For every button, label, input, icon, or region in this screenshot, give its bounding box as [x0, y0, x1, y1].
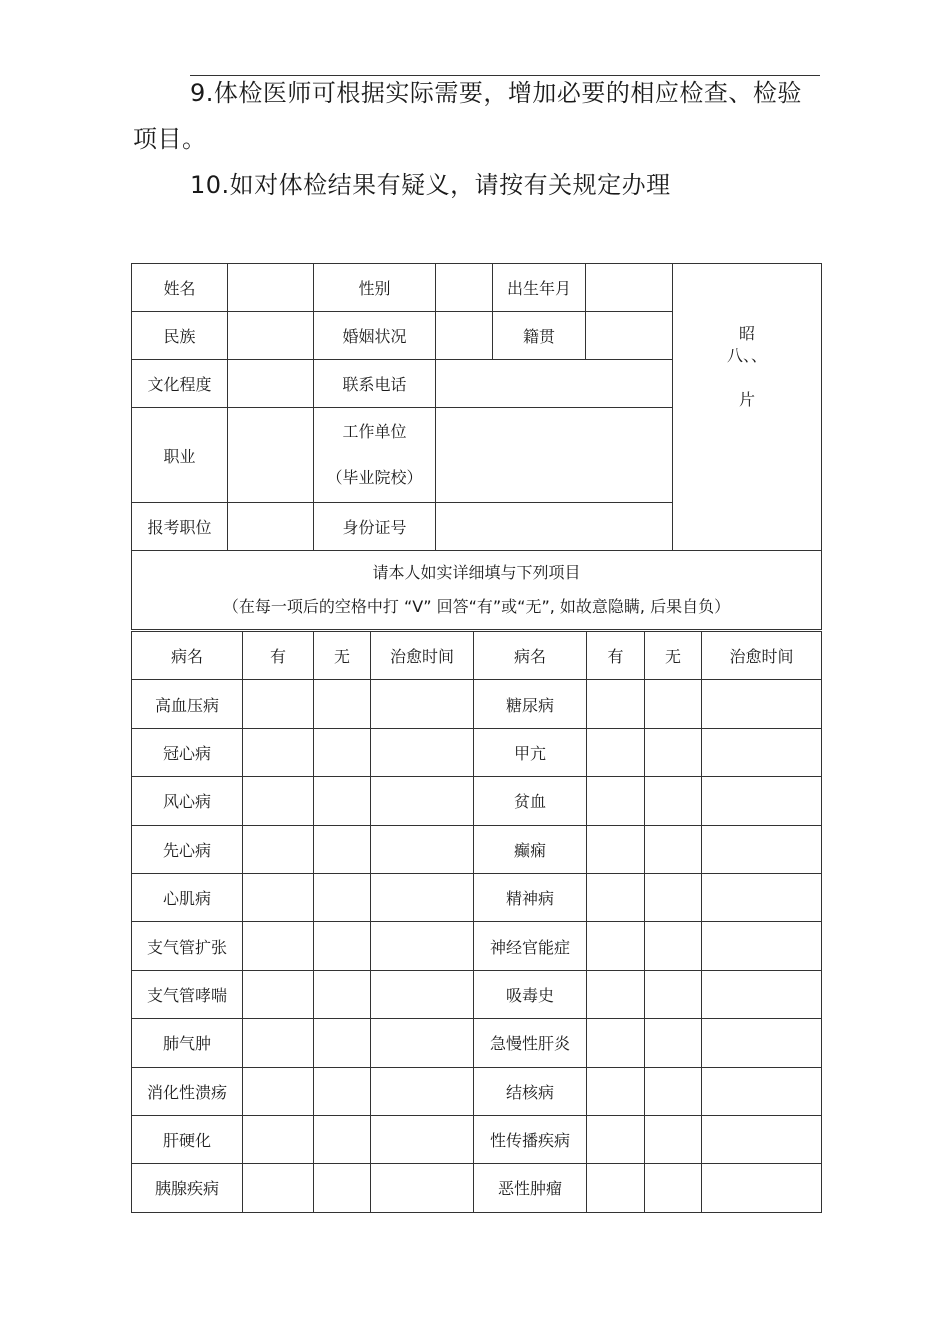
cure-time-field-left[interactable]: [371, 970, 474, 1018]
no-checkbox-left[interactable]: [314, 1019, 371, 1067]
no-checkbox-left[interactable]: [314, 1164, 371, 1212]
disease-name-left: 肺气肿: [132, 1019, 243, 1067]
notice-line-1: 请本人如实详细填与下列项目: [372, 563, 581, 582]
work-unit-label: [314, 408, 436, 503]
disease-name-right: 吸毒史: [474, 970, 587, 1018]
yes-checkbox-right[interactable]: [587, 1019, 645, 1067]
cure-time-field-left[interactable]: [371, 922, 474, 970]
cure-time-field-right[interactable]: [702, 777, 822, 825]
header-disease-left: 病名: [132, 632, 243, 680]
yes-checkbox-left[interactable]: [243, 728, 314, 776]
no-checkbox-left[interactable]: [314, 777, 371, 825]
no-checkbox-right[interactable]: [645, 680, 702, 728]
photo-box[interactable]: [673, 264, 822, 551]
cure-time-field-right[interactable]: [702, 873, 822, 921]
work-unit-field[interactable]: [436, 408, 673, 503]
disease-name-left: 风心病: [132, 777, 243, 825]
position-label: 报考职位: [132, 503, 228, 551]
cure-time-field-left[interactable]: [371, 873, 474, 921]
yes-checkbox-left[interactable]: [243, 1019, 314, 1067]
marital-field[interactable]: [436, 312, 493, 360]
instruction-item-9: 9.体检医师可根据实际需要，增加必要的相应检查、检验: [190, 79, 802, 107]
no-checkbox-right[interactable]: [645, 728, 702, 776]
yes-checkbox-right[interactable]: [587, 680, 645, 728]
yes-checkbox-right[interactable]: [587, 970, 645, 1018]
instruction-item-10: 10.如对体检结果有疑义，请按有关规定办理: [190, 171, 671, 199]
yes-checkbox-right[interactable]: [587, 922, 645, 970]
native-place-field[interactable]: [586, 312, 673, 360]
ethnicity-label: 民族: [132, 312, 228, 360]
cure-time-field-right[interactable]: [702, 728, 822, 776]
no-checkbox-right[interactable]: [645, 777, 702, 825]
disease-name-right: 贫血: [474, 777, 587, 825]
disease-name-left: 支气管哮喘: [132, 970, 243, 1018]
no-checkbox-right[interactable]: [645, 825, 702, 873]
declaration-notice: [132, 551, 822, 630]
disease-history-table: [131, 631, 822, 1213]
yes-checkbox-right[interactable]: [587, 728, 645, 776]
occupation-label: 职业: [132, 408, 228, 503]
yes-checkbox-right[interactable]: [587, 777, 645, 825]
native-place-label: 籍贯: [493, 312, 586, 360]
id-label: 身份证号: [314, 503, 436, 551]
cure-time-field-right[interactable]: [702, 970, 822, 1018]
yes-checkbox-left[interactable]: [243, 825, 314, 873]
header-no-left: 无: [314, 632, 371, 680]
no-checkbox-left[interactable]: [314, 970, 371, 1018]
no-checkbox-left[interactable]: [314, 728, 371, 776]
table-row: [132, 1164, 822, 1212]
instruction-item-9-continued: 项目。: [133, 125, 207, 153]
cure-time-field-left[interactable]: [371, 1164, 474, 1212]
cure-time-field-left[interactable]: [371, 1019, 474, 1067]
disease-name-left: 消化性溃疡: [132, 1067, 243, 1115]
cure-time-field-left[interactable]: [371, 1115, 474, 1163]
gender-field[interactable]: [436, 264, 493, 312]
yes-checkbox-right[interactable]: [587, 873, 645, 921]
table-row: [132, 1067, 822, 1115]
gender-label: 性别: [314, 264, 436, 312]
yes-checkbox-left[interactable]: [243, 1067, 314, 1115]
no-checkbox-right[interactable]: [645, 1115, 702, 1163]
yes-checkbox-left[interactable]: [243, 1164, 314, 1212]
disease-name-right: 恶性肿瘤: [474, 1164, 587, 1212]
disease-name-left: 心肌病: [132, 873, 243, 921]
cure-time-field-left[interactable]: [371, 728, 474, 776]
table-row: [132, 922, 822, 970]
phone-field[interactable]: [436, 360, 673, 408]
yes-checkbox-left[interactable]: [243, 1115, 314, 1163]
birth-label: 出生年月: [493, 264, 586, 312]
work-unit-label-line2: （毕业院校）: [326, 468, 423, 487]
photo-text-3: 片: [738, 390, 755, 409]
cure-time-field-right[interactable]: [702, 1164, 822, 1212]
disease-name-right: 癫痫: [474, 825, 587, 873]
yes-checkbox-left[interactable]: [243, 777, 314, 825]
yes-checkbox-left[interactable]: [243, 873, 314, 921]
yes-checkbox-left[interactable]: [243, 970, 314, 1018]
no-checkbox-left[interactable]: [314, 1115, 371, 1163]
table-row: [132, 1019, 822, 1067]
disease-name-left: 先心病: [132, 825, 243, 873]
table-row: [132, 728, 822, 776]
cure-time-field-right[interactable]: [702, 825, 822, 873]
disease-name-right: 结核病: [474, 1067, 587, 1115]
disease-name-left: 高血压病: [132, 680, 243, 728]
disease-name-left: 肝硬化: [132, 1115, 243, 1163]
position-field[interactable]: [228, 503, 314, 551]
disease-name-right: 精神病: [474, 873, 587, 921]
birth-field[interactable]: [586, 264, 673, 312]
disease-name-right: 糖尿病: [474, 680, 587, 728]
no-checkbox-left[interactable]: [314, 1067, 371, 1115]
work-unit-label-line1: 工作单位: [342, 422, 407, 441]
disease-name-right: 性传播疾病: [474, 1115, 587, 1163]
table-row: [132, 825, 822, 873]
notice-line-2: （在每一项后的空格中打 “V” 回答“有”或“无”, 如故意隐瞒, 后果自负）: [222, 597, 731, 616]
disease-name-left: 支气管扩张: [132, 922, 243, 970]
header-cure-time-left: 治愈时间: [371, 632, 474, 680]
yes-checkbox-left[interactable]: [243, 680, 314, 728]
no-checkbox-left[interactable]: [314, 873, 371, 921]
cure-time-field-left[interactable]: [371, 680, 474, 728]
table-row: [132, 970, 822, 1018]
cure-time-field-right[interactable]: [702, 922, 822, 970]
yes-checkbox-right[interactable]: [587, 1164, 645, 1212]
photo-text-1: 昭: [738, 324, 755, 343]
table-row: [132, 873, 822, 921]
header-yes-right: 有: [587, 632, 645, 680]
yes-checkbox-right[interactable]: [587, 1115, 645, 1163]
no-checkbox-left[interactable]: [314, 825, 371, 873]
table-row: [132, 1115, 822, 1163]
no-checkbox-right[interactable]: [645, 873, 702, 921]
no-checkbox-right[interactable]: [645, 922, 702, 970]
yes-checkbox-right[interactable]: [587, 1067, 645, 1115]
education-label: 文化程度: [132, 360, 228, 408]
phone-label: 联系电话: [314, 360, 436, 408]
disease-name-left: 冠心病: [132, 728, 243, 776]
table-row: [132, 777, 822, 825]
no-checkbox-right[interactable]: [645, 1019, 702, 1067]
header-cure-time-right: 治愈时间: [702, 632, 822, 680]
name-field[interactable]: [228, 264, 314, 312]
cure-time-field-right[interactable]: [702, 1115, 822, 1163]
header-disease-right: 病名: [474, 632, 587, 680]
cure-time-field-right[interactable]: [702, 680, 822, 728]
no-checkbox-left[interactable]: [314, 680, 371, 728]
disease-name-left: 胰腺疾病: [132, 1164, 243, 1212]
no-checkbox-left[interactable]: [314, 922, 371, 970]
disease-name-right: 神经官能症: [474, 922, 587, 970]
no-checkbox-right[interactable]: [645, 1164, 702, 1212]
disease-name-right: 甲亢: [474, 728, 587, 776]
yes-checkbox-left[interactable]: [243, 922, 314, 970]
cure-time-field-right[interactable]: [702, 1067, 822, 1115]
yes-checkbox-right[interactable]: [587, 825, 645, 873]
header-yes-left: 有: [243, 632, 314, 680]
cure-time-field-left[interactable]: [371, 825, 474, 873]
cure-time-field-right[interactable]: [702, 1019, 822, 1067]
header-no-right: 无: [645, 632, 702, 680]
no-checkbox-right[interactable]: [645, 970, 702, 1018]
disease-name-right: 急慢性肝炎: [474, 1019, 587, 1067]
table-row: [132, 680, 822, 728]
ethnicity-field[interactable]: [228, 312, 314, 360]
cure-time-field-left[interactable]: [371, 1067, 474, 1115]
marital-label: 婚姻状况: [314, 312, 436, 360]
no-checkbox-right[interactable]: [645, 1067, 702, 1115]
cure-time-field-left[interactable]: [371, 777, 474, 825]
occupation-field[interactable]: [228, 408, 314, 503]
name-label: 姓名: [132, 264, 228, 312]
personal-info-table: [131, 263, 822, 630]
header-rule: [190, 75, 820, 76]
education-field[interactable]: [228, 360, 314, 408]
photo-text-2: 八、、: [726, 346, 767, 365]
id-field[interactable]: [436, 503, 673, 551]
